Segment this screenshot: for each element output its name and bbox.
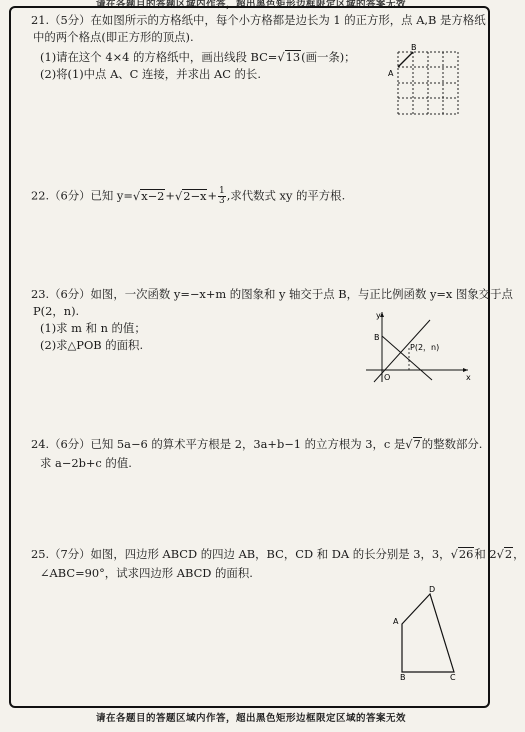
fraction-one-third xyxy=(218,187,226,206)
question-24 xyxy=(31,436,482,472)
q21-radicand: 13 xyxy=(285,50,301,64)
q23-line1: 23.（6分）如图，一次函数 y=−x+m 的图象和 y 轴交于点 B，与正比例函数 y=x 图象交于点 xyxy=(31,287,513,301)
q25-quadrilateral-figure xyxy=(362,580,462,682)
page-header: 请在各题目的答题区域内作答，超出黑色矩形边框限定区域的答案无效 xyxy=(95,0,406,10)
q25-radicand-2: 2 xyxy=(504,547,513,561)
sqrt-2-minus-x: √2−x xyxy=(174,188,207,203)
q21-line1: 21.（5分）在如图所示的方格纸中，每个小方格都是边长为 1 的正方形，点 A,B 是方格纸 xyxy=(31,13,486,27)
label-B: B xyxy=(400,673,406,682)
q24-text: 24.（6分）已知 5a−6 的算术平方根是 2，3a+b−1 的立方根为 3，c 是 xyxy=(31,437,406,451)
sqrt-26: √26 xyxy=(450,547,474,561)
q21-grid-figure xyxy=(384,40,474,118)
q22-tail: ,求代数式 xy 的平方根. xyxy=(226,188,346,203)
q24-line1 xyxy=(31,436,482,453)
label-y: y xyxy=(376,311,381,320)
q25-comma: ， xyxy=(513,547,525,561)
x-axis-arrow xyxy=(463,368,468,372)
q23-graph-figure xyxy=(362,306,474,384)
label-P: P(2，n) xyxy=(410,343,440,352)
q25-line2: ∠ABC=90°，试求四边形 ABCD 的面积. xyxy=(40,566,253,580)
label-B: B xyxy=(411,43,417,52)
sqrt-7: √7 xyxy=(405,437,421,451)
q21-line2: 中的两个格点(即正方形的顶点). xyxy=(33,30,194,44)
page-footer: 请在各题目的答题区域内作答，超出黑色矩形边框限定区域的答案无效 xyxy=(95,713,406,724)
question-25 xyxy=(31,546,525,582)
grid-lines xyxy=(398,52,458,114)
q23-item2: (2)求△POB 的面积. xyxy=(40,338,144,352)
q21-item1-text: (1)请在这个 4×4 的方格纸中，画出线段 BC= xyxy=(40,50,278,64)
q23-line2: P(2，n). xyxy=(33,304,80,318)
label-C: C xyxy=(450,673,456,682)
segment-AB xyxy=(398,52,413,67)
q25-line1 xyxy=(31,546,525,563)
frac-numerator: 1 xyxy=(218,186,225,196)
quadrilateral-ABCD xyxy=(402,594,454,672)
q21-item2: (2)将(1)中点 A、C 连接，并求出 AC 的长. xyxy=(40,67,261,81)
q22-text: 22.（6分）已知 y= xyxy=(31,188,133,203)
q24-radicand: 7 xyxy=(413,437,421,451)
sqrt-2: √2 xyxy=(496,547,513,561)
sqrt-13: √13 xyxy=(277,50,301,64)
label-A: A xyxy=(393,617,399,626)
q22-plus-2: + xyxy=(207,188,217,203)
label-A: A xyxy=(388,69,394,78)
label-B: B xyxy=(374,333,380,342)
question-22 xyxy=(31,187,345,206)
q22-plus: + xyxy=(165,188,175,203)
q21-item1-tail: (画一条)； xyxy=(301,50,356,64)
q23-item1: (1)求 m 和 n 的值； xyxy=(40,321,146,335)
q25-text: 25.（7分）如图，四边形 ABCD 的四边 AB，BC，CD 和 DA 的长分别是 3，3， xyxy=(31,547,451,561)
label-D: D xyxy=(429,585,436,594)
q24-tail: 的整数部分. xyxy=(421,437,483,451)
label-x: x xyxy=(466,373,471,382)
q25-and: 和 2 xyxy=(474,547,497,561)
frac-denominator: 3 xyxy=(218,196,225,206)
sqrt-x-minus-2: √x−2 xyxy=(132,188,165,203)
label-O: O xyxy=(384,373,391,382)
q22-radicand-2: 2−x xyxy=(183,188,207,203)
q25-radicand-1: 26 xyxy=(458,547,474,561)
q24-line2: 求 a−2b+c 的值. xyxy=(40,456,132,470)
q22-radicand-1: x−2 xyxy=(141,188,165,203)
